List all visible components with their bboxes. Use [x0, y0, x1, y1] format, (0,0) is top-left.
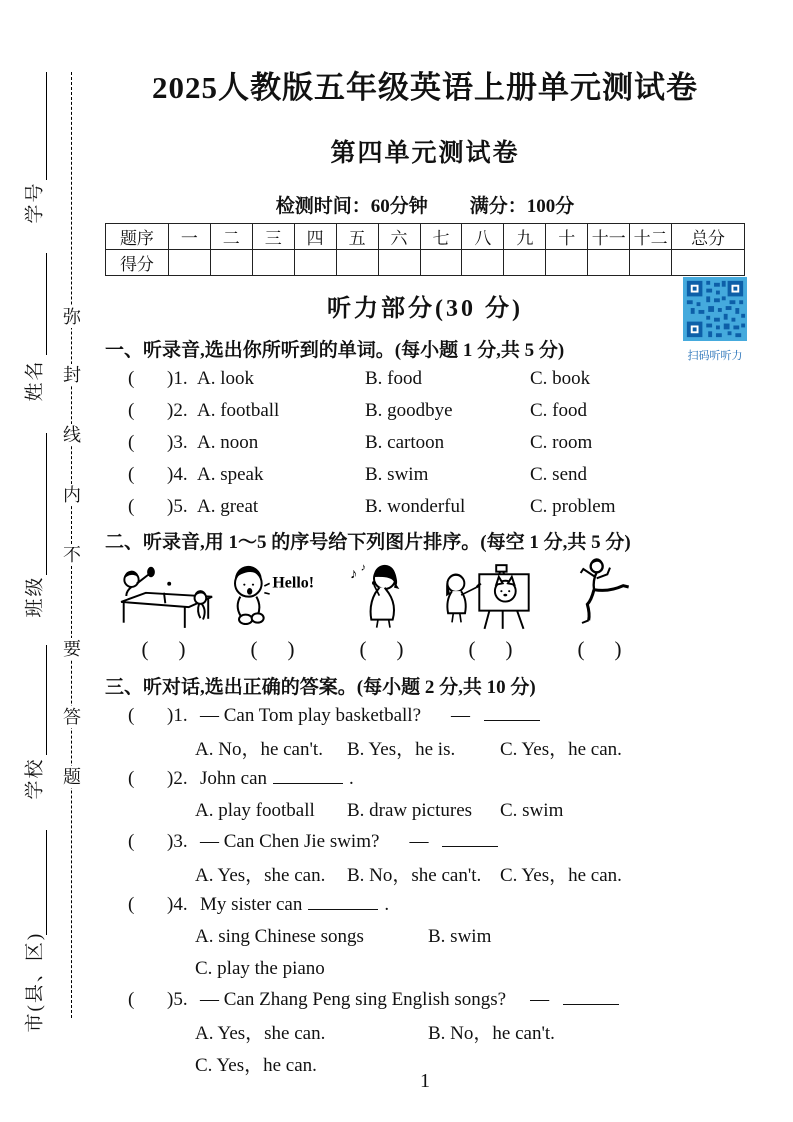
score-cell: [504, 250, 546, 276]
option-b: B. No，she can't.: [347, 865, 482, 887]
score-label: 得分: [106, 250, 169, 276]
order-paren-open: (: [359, 637, 367, 661]
dialogue-question-4-options-row1: [105, 921, 745, 953]
school-label: 学校: [24, 757, 46, 800]
option-b: B. cartoon: [365, 432, 445, 453]
option-a: A. speak: [197, 464, 264, 485]
paper-title: 2025人教版五年级英语上册单元测试卷: [152, 70, 698, 105]
option-c: C. book: [530, 368, 591, 389]
col-4: 四: [294, 224, 336, 250]
picture-item-3: [327, 557, 436, 662]
answer-dash: —: [451, 704, 470, 726]
question-stem: — Can Zhang Peng sing English songs?: [200, 989, 507, 1011]
image-man-doing-kung-fu: [562, 557, 638, 633]
dialogue-question-4-options-row2: [105, 953, 745, 985]
option-b: B. swim: [365, 464, 429, 485]
answer-paren-open: (: [128, 400, 135, 421]
score-cell: [336, 250, 378, 276]
seal-char: 内: [63, 485, 81, 505]
district-label: 市(县、区): [24, 931, 46, 1033]
dialogue-question-1-options: [105, 732, 745, 764]
hello-speech-text: Hello!: [271, 574, 314, 592]
answer-blank: [563, 990, 619, 1005]
score-cell: [378, 250, 420, 276]
order-paren-open: (: [577, 637, 585, 661]
score-table-score-row: [106, 250, 745, 276]
option-a: A. No，he can't.: [195, 738, 323, 760]
option-c: C. Yes，he can.: [500, 738, 622, 760]
exam-info-line: [105, 191, 745, 218]
answer-paren-open: (: [128, 989, 135, 1011]
option-c: C. problem: [530, 496, 616, 517]
answer-paren-close: ): [167, 496, 174, 517]
answer-dash: —: [530, 989, 550, 1011]
option-b: B. wonderful: [365, 496, 466, 517]
full-score: 满分：100分: [469, 196, 575, 217]
seal-char: 题: [63, 767, 81, 787]
answer-blank: [308, 895, 378, 910]
question-number: 4.: [173, 464, 188, 485]
option-a: A. great: [197, 496, 259, 517]
seal-char: 弥: [63, 307, 81, 327]
image-girl-drawing-picture: [439, 557, 543, 633]
dialogue-question-3: [105, 826, 745, 858]
order-paren-close: ): [178, 637, 186, 661]
option-c: C. send: [530, 464, 587, 485]
score-cell: [252, 250, 294, 276]
question-stem: My sister can: [200, 894, 303, 916]
school-blank-line: [46, 645, 47, 755]
answer-paren-open: (: [128, 767, 135, 789]
district-blank-line: [46, 830, 47, 935]
col-11: 十一: [588, 224, 630, 250]
answer-blank: [442, 832, 498, 847]
order-paren-close: ): [287, 637, 295, 661]
picture-item-1: [109, 557, 218, 662]
listening-word-question-3: [105, 427, 745, 459]
dialogue-question-5-options-row1: [105, 1016, 745, 1048]
col-10: 十: [546, 224, 588, 250]
answer-blank: [273, 769, 343, 784]
col-1: 一: [168, 224, 210, 250]
answer-paren-close: ): [167, 767, 174, 789]
score-cell: [462, 250, 504, 276]
seal-char: 线: [63, 425, 81, 445]
answer-paren-close: ): [167, 400, 174, 421]
picture-item-5: [545, 557, 654, 662]
image-girl-singing: [346, 557, 418, 633]
option-c: C. room: [530, 432, 593, 453]
col-6: 六: [378, 224, 420, 250]
time-limit: 检测时间：60分钟: [275, 196, 428, 217]
option-c: C. Yes，he can.: [195, 1054, 317, 1076]
answer-paren-open: (: [128, 894, 135, 916]
answer-paren-close: ): [167, 989, 174, 1011]
qr-code: [683, 277, 747, 341]
option-a: A. look: [197, 368, 254, 389]
option-a: A. noon: [197, 432, 259, 453]
question-number: 2.: [173, 400, 188, 421]
order-paren-close: ): [614, 637, 622, 661]
answer-paren-close: ): [167, 831, 174, 853]
question-number: 5.: [173, 989, 188, 1011]
question-stem-end: .: [349, 767, 354, 789]
seal-char: 封: [63, 365, 81, 385]
score-cell: [630, 250, 672, 276]
answer-blank: [484, 706, 540, 721]
question-number: 4.: [173, 894, 188, 916]
score-cell: [546, 250, 588, 276]
answer-paren-close: ): [167, 432, 174, 453]
col-2: 二: [210, 224, 252, 250]
question-number: 5.: [173, 496, 188, 517]
student-id-label: 学号: [24, 181, 46, 224]
option-a: A. football: [197, 400, 280, 421]
picture-ordering-row: [109, 557, 654, 662]
option-a: A. Yes，she can.: [195, 1023, 326, 1045]
score-cell: [210, 250, 252, 276]
col-9: 九: [504, 224, 546, 250]
question-number: 3.: [173, 432, 188, 453]
col-7: 七: [420, 224, 462, 250]
col-3: 三: [252, 224, 294, 250]
answer-paren-open: (: [128, 704, 135, 726]
score-cell: [294, 250, 336, 276]
score-table-header-row: [106, 224, 745, 250]
option-c: C. Yes，he can.: [500, 865, 622, 887]
listening-part-heading: 听力部分(30 分): [327, 296, 523, 322]
dialogue-question-2: [105, 763, 745, 795]
option-b: B. draw pictures: [347, 799, 473, 821]
image-kids-playing-table-tennis: [112, 557, 216, 633]
seal-char: 答: [63, 707, 81, 727]
listening-word-question-1: [105, 363, 745, 395]
image-boy-saying-hello: [223, 557, 323, 633]
dialogue-question-1: [105, 700, 745, 732]
dialogue-question-5: [105, 984, 745, 1016]
answer-paren-close: ): [167, 368, 174, 389]
question-number: 1.: [173, 704, 188, 726]
answer-paren-close: ): [167, 894, 174, 916]
dialogue-question-3-options: [105, 858, 745, 890]
option-c: C. play the piano: [195, 957, 325, 979]
score-cell: [420, 250, 462, 276]
order-paren-close: ): [505, 637, 513, 661]
listening-word-question-2: [105, 395, 745, 427]
dialogue-question-2-options: [105, 795, 745, 827]
name-label: 姓名: [24, 359, 46, 402]
option-c: C. swim: [500, 799, 564, 821]
question-stem: — Can Chen Jie swim?: [200, 831, 380, 853]
option-a: A. Yes，she can.: [195, 865, 326, 887]
score-table: [105, 223, 745, 276]
listening-qr-block: [682, 277, 748, 363]
total-score-cell: [672, 250, 745, 276]
total-score-label: 总分: [672, 224, 745, 250]
question-order-label: 题序: [106, 224, 169, 250]
answer-paren-open: (: [128, 432, 135, 453]
name-blank-line: [46, 253, 47, 355]
seal-char: 不: [63, 545, 81, 565]
col-5: 五: [336, 224, 378, 250]
qr-caption: 扫码听听力: [687, 350, 743, 362]
option-a: A. play football: [195, 799, 315, 821]
question-stem-end: .: [384, 894, 390, 916]
question-stem: — Can Tom play basketball?: [200, 704, 421, 726]
paper-content: [105, 0, 745, 1092]
music-note-icon: ♪: [349, 566, 357, 583]
option-b: B. Yes，he is.: [347, 738, 456, 760]
order-paren-open: (: [141, 637, 149, 661]
col-8: 八: [462, 224, 504, 250]
picture-item-4: [436, 557, 545, 662]
picture-item-2: [218, 557, 327, 662]
listening-word-question-5: [105, 491, 745, 523]
order-paren-close: ): [396, 637, 404, 661]
answer-paren-open: (: [128, 368, 135, 389]
answer-paren-open: (: [128, 464, 135, 485]
option-b: B. swim: [428, 925, 492, 947]
unit-title: 第四单元测试卷: [330, 140, 520, 167]
section2-heading: 二、听录音,用 1～5 的序号给下列图片排序。(每空 1 分,共 5 分): [105, 531, 631, 553]
col-12: 十二: [630, 224, 672, 250]
option-b: B. food: [365, 368, 422, 389]
question-stem: John can: [200, 767, 268, 789]
page-number: 1: [420, 1070, 430, 1092]
listening-word-question-4: [105, 459, 745, 491]
option-a: A. sing Chinese songs: [195, 925, 364, 947]
answer-dash: —: [409, 831, 429, 853]
order-paren-open: (: [468, 637, 476, 661]
section1-heading: 一、听录音,选出你所听到的单词。(每小题 1 分,共 5 分): [105, 339, 565, 361]
seal-char: 要: [63, 639, 81, 659]
answer-paren-open: (: [128, 831, 135, 853]
section3-heading: 三、听对话,选出正确的答案。(每小题 2 分,共 10 分): [105, 676, 536, 698]
answer-paren-open: (: [128, 496, 135, 517]
option-b: B. No，he can't.: [428, 1023, 555, 1045]
order-paren-open: (: [250, 637, 258, 661]
question-number: 2.: [173, 767, 188, 789]
student-id-blank-line: [46, 72, 47, 180]
class-blank-line: [46, 433, 47, 575]
dialogue-question-4: [105, 890, 745, 922]
score-cell: [168, 250, 210, 276]
answer-paren-close: ): [167, 464, 174, 485]
music-note-icon: ♪: [360, 562, 366, 574]
answer-paren-close: ): [167, 704, 174, 726]
option-c: C. food: [530, 400, 587, 421]
score-cell: [588, 250, 630, 276]
option-b: B. goodbye: [365, 400, 453, 421]
class-label: 班级: [24, 575, 46, 618]
question-number: 3.: [173, 831, 188, 853]
question-number: 1.: [173, 368, 188, 389]
